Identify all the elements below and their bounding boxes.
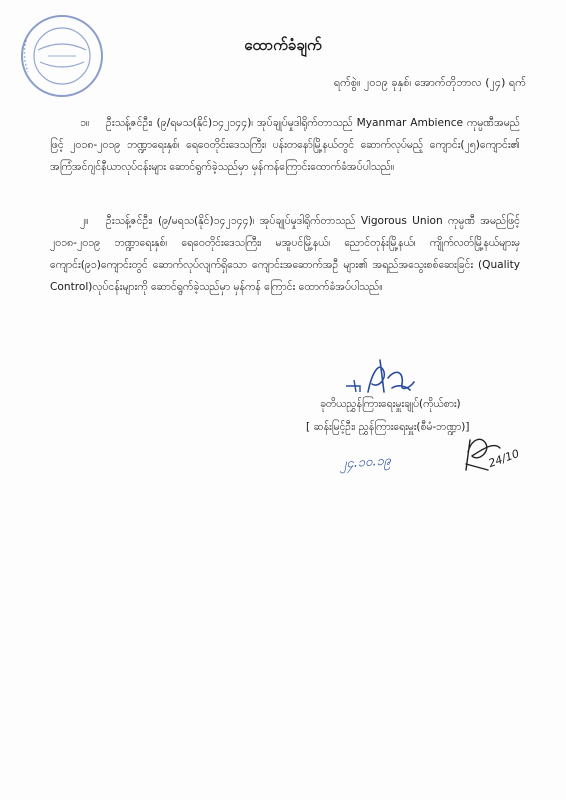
signatory-name: [ ဆန်းမြင့်ဦး၊ ညွှန်ကြားရေးမှူး(စီမံ-ဘဏ္ဍာ)] (306, 421, 470, 433)
signatory-title: ခုတိယညွှန်ကြားရေးမှူးချုပ်(ကိုယ်စား) (320, 398, 461, 410)
paragraph-text: ဦးသန့်ဇင်ဦး၊ (၉/မရသ(နိုင်)၁၄၂၁၄၄)၊ အုပ်ချုပ်မှုဒါရိုက်တာသည် Vigorous Union ကုမ္ပဏီ အမည်ဖြင့် ၂၀၁၈-၂၀၁၉ ဘဏ္ဍာရေးနှစ်၊ ရေဝေတိုင်းဒေသကြီး၊ မအူပင်မြို့နယ်၊ ညောင်တုန်းမြို့နယ်၊ ကျိုက်လတ်မြို့နယ်များမှ ကျောင်း(၉၁)ကျောင်းတွင် ဆောက်လုပ်လျက်ရှိသော ကျောင်းအဆောက်အဦ များ၏ အရည်အသွေးစစ်ဆေးခြင်း (Quality Control)လုပ်ငန်းများကို ဆောင်ရွက်ခဲ့သည်မှာ မှန်ကန် ကြောင်း ထောက်ခံအပ်ပါသည်။ (50, 215, 520, 293)
document-date: ရက်စွဲ။ ၂၀၁၉ ခုနှစ်၊ အောက်တိုဘာလ (၂၄) ရက် (333, 76, 526, 89)
paragraph-text: ဦးသန့်ဇင်ဦး၊ (၉/ရမသ(နိုင်)၁၄၂၁၄၄)၊ အုပ်ချုပ်မှုဒါရိုက်တာသည် Myanmar Ambience ကုမ္ပဏီအမည်ဖြင့် ၂၀၁၈-၂၀၁၉ ဘဏ္ဍာရေးနှစ်၊ ရေဝေတိုင်းဒေသကြီး၊ ပန်းတနော်မြို့နယ်တွင် ဆောက်လုပ်မည့် ကျောင်း(၂၅)ကျောင်း၏ အကြံအင်ဂျင်နီယာလုပ်ငန်းများ ဆောင်ရွက်ခဲ့သည်မှာ မှန်ကန်ကြောင်းထောက်ခံအပ်ပါသည်။ (50, 117, 520, 173)
signature (368, 360, 414, 392)
handwritten-date: ၂၄.၁၀.၁၉ (339, 453, 392, 472)
document-title: ထောက်ခံချက် (244, 36, 322, 54)
paragraph-number: ၂။ (80, 215, 89, 227)
paragraph-number: ၁။ (80, 117, 90, 129)
initial-date: 24/10 (486, 446, 521, 471)
